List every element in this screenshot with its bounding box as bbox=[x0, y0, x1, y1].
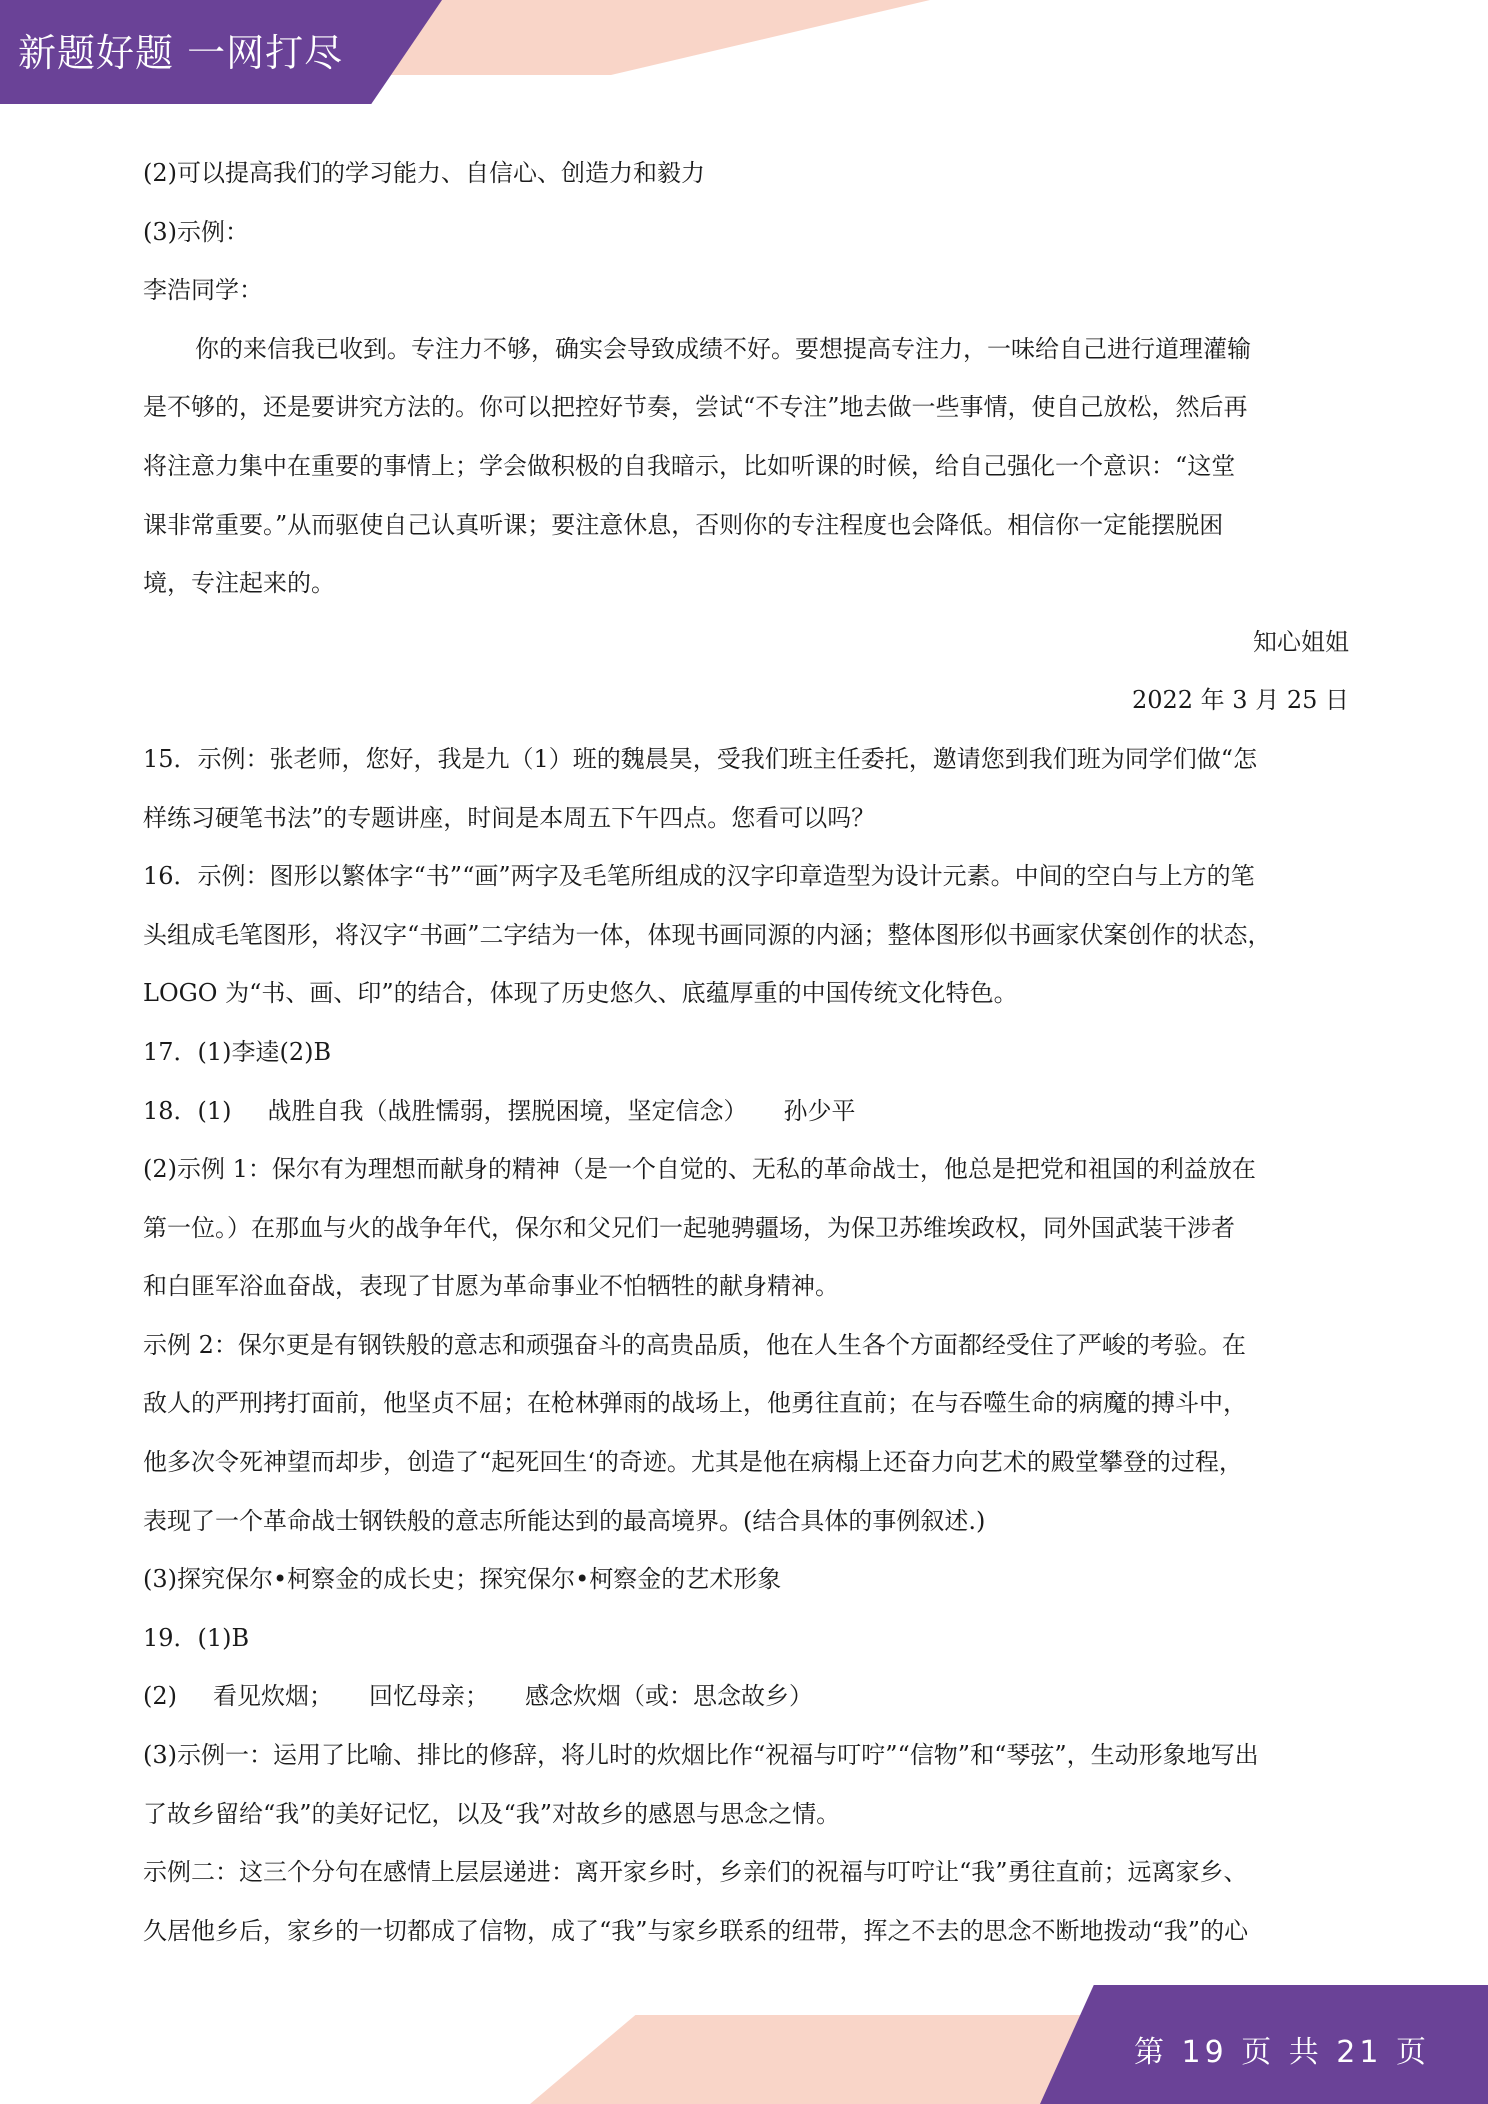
letter-body-line: 将注意力集中在重要的事情上；学会做积极的自我暗示，比如听课的时候，给自己强化一个意识：“这堂 bbox=[143, 451, 1236, 480]
letter-salutation: 李浩同学： bbox=[143, 276, 263, 305]
answer-line: 示例二：这三个分句在感情上层层递进：离开家乡时，乡亲们的祝福与叮咛让“我”勇往直前；远离家乡、 bbox=[143, 1858, 1248, 1887]
q19-number: (2) bbox=[143, 1682, 177, 1711]
answer-line: (2)可以提高我们的学习能力、自信心、创造力和毅力 bbox=[143, 159, 705, 187]
answer-line: 了故乡留给“我”的美好记忆，以及“我”对故乡的感恩与思念之情。 bbox=[143, 1799, 841, 1828]
q18-answer-b: 孙少平 bbox=[783, 1096, 856, 1125]
answer-line: 和白匪军浴血奋战，表现了甘愿为革命事业不怕牺牲的献身精神。 bbox=[143, 1272, 839, 1301]
answer-line-q19 bbox=[143, 1667, 1349, 1726]
page-number: 第 19 页 共 21 页 bbox=[1133, 2035, 1430, 2070]
answer-line: 他多次令死神望而却步，创造了“起死回生‘的奇迹。尤其是他在病榻上还奋力向艺术的殿堂攀登的过程， bbox=[143, 1448, 1243, 1477]
header-accent-band bbox=[380, 0, 930, 75]
answer-line: 17．(1)李逵(2)B bbox=[143, 1037, 332, 1066]
answer-line: 16．示例：图形以繁体字“书”“画”两字及毛笔所组成的汉字印章造型为设计元素。中间的空白与上方的笔 bbox=[143, 862, 1255, 891]
letter-date: 2022 年 3 月 25 日 bbox=[1131, 686, 1349, 715]
answer-line-q18 bbox=[143, 1082, 1349, 1141]
letter-body-line: 是不够的，还是要讲究方法的。你可以把控好节奏，尝试“不专注”地去做一些事情，使自己放松，然后再 bbox=[143, 393, 1248, 422]
letter-body-line: 课非常重要。”从而驱使自己认真听课；要注意休息，否则你的专注程度也会降低。相信你一定能摆脱困 bbox=[143, 510, 1224, 539]
header-title: 新题好题 一网打尽 bbox=[18, 31, 344, 75]
answer-line: 表现了一个革命战士钢铁般的意志所能达到的最高境界。(结合具体的事例叙述.) bbox=[143, 1506, 986, 1535]
answer-line: 样练习硬笔书法”的专题讲座，时间是本周五下午四点。您看可以吗？ bbox=[143, 803, 876, 832]
q19-answer-a: 看见炊烟； bbox=[213, 1682, 333, 1711]
q19-answer-c: 感念炊烟（或：思念故乡） bbox=[525, 1682, 813, 1711]
answer-line: 头组成毛笔图形，将汉字“书画”二字结为一体，体现书画同源的内涵；整体图形似书画家伏案创作的状态， bbox=[143, 920, 1272, 949]
q18-number: 18．(1) bbox=[143, 1096, 232, 1125]
letter-body-line: 你的来信我已收到。专注力不够，确实会导致成绩不好。要想提高专注力，一味给自己进行道理灌输 bbox=[195, 334, 1251, 363]
q18-answer-a: 战胜自我（战胜懦弱，摆脱困境，坚定信念） bbox=[267, 1096, 748, 1125]
answer-line: 第一位。）在那血与火的战争年代，保尔和父兄们一起驰骋疆场，为保卫苏维埃政权，同外国武装干涉者 bbox=[143, 1213, 1235, 1242]
answer-line: (3)示例一：运用了比喻、排比的修辞，将儿时的炊烟比作“祝福与叮咛”“信物”和“琴弦”，生动形象地写出 bbox=[143, 1741, 1259, 1770]
answer-line: 示例 2：保尔更是有钢铁般的意志和顽强奋斗的高贵品质，他在人生各个方面都经受住了严峻的考验。在 bbox=[143, 1330, 1246, 1359]
answer-line: (2)示例 1：保尔有为理想而献身的精神（是一个自觉的、无私的革命战士，他总是把党和祖国的利益放在 bbox=[143, 1155, 1256, 1184]
answer-line: 久居他乡后，家乡的一切都成了信物，成了“我”与家乡联系的纽带，挥之不去的思念不断地拨动“我”的心 bbox=[143, 1916, 1249, 1945]
answer-line: 敌人的严刑拷打面前，他坚贞不屈；在枪林弹雨的战场上，他勇往直前；在与吞噬生命的病魔的搏斗中， bbox=[143, 1389, 1247, 1418]
answer-line: (3)探究保尔•柯察金的成长史；探究保尔•柯察金的艺术形象 bbox=[143, 1565, 782, 1594]
answer-line: (3)示例： bbox=[143, 217, 249, 246]
document-body bbox=[143, 144, 1349, 1960]
answer-line: 19．(1)B bbox=[143, 1623, 250, 1652]
answer-line: LOGO 为“书、画、印”的结合，体现了历史悠久、底蕴厚重的中国传统文化特色。 bbox=[143, 979, 1018, 1008]
letter-body-line: 境，专注起来的。 bbox=[143, 569, 335, 598]
q19-answer-b: 回忆母亲； bbox=[369, 1682, 489, 1711]
answer-line: 15．示例：张老师，您好，我是九（1）班的魏晨昊，受我们班主任委托，邀请您到我们班为同学们做“怎 bbox=[143, 744, 1258, 773]
letter-signature: 知心姐姐 bbox=[1253, 627, 1349, 656]
